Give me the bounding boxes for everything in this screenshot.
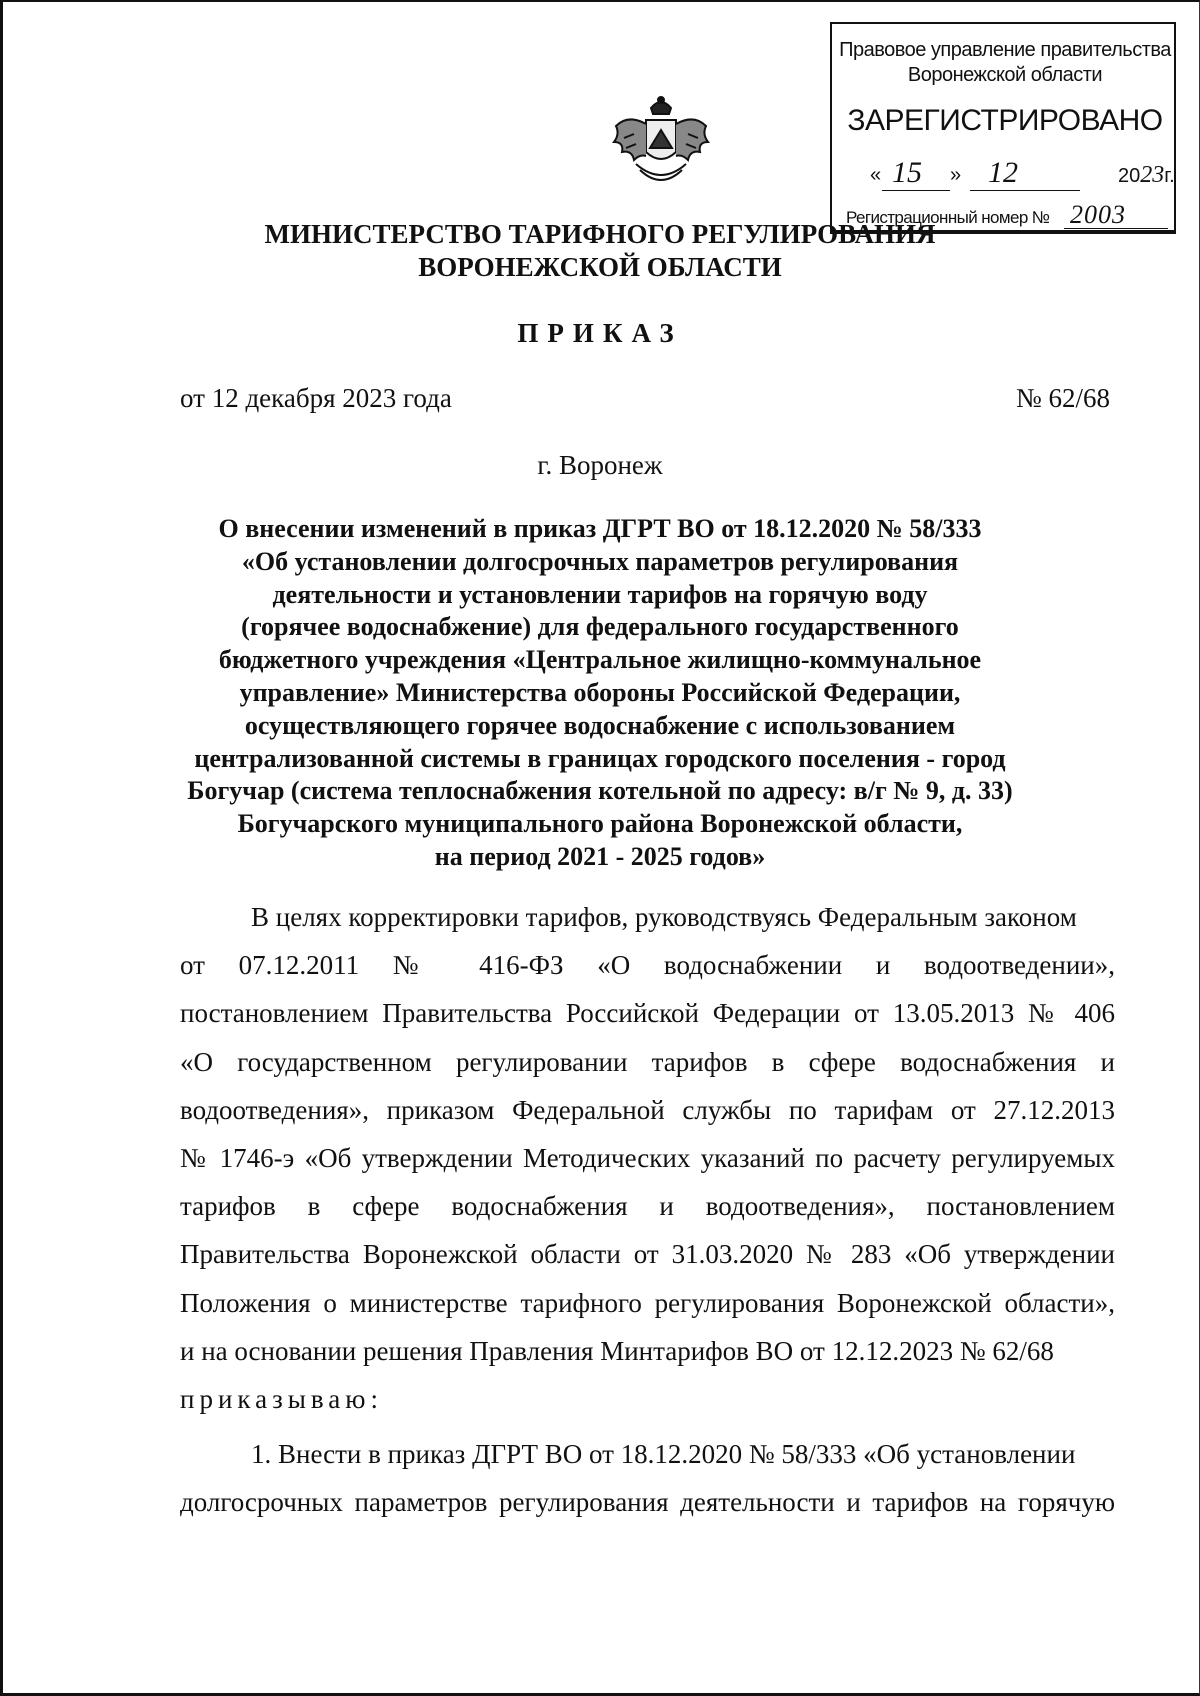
title-line: на период 2021 - 2025 годов»	[434, 841, 766, 871]
body-line: «О государственном регулировании тарифов в сфере водоснабжения и	[180, 1046, 1115, 1077]
body-line: № 1746-э «Об утверждении Методических указаний по расчету регулируемых	[180, 1142, 1115, 1173]
preamble-paragraph	[180, 893, 1115, 1423]
stamp-date-year: 2023г.	[1118, 162, 1175, 188]
document-type: ПРИКАЗ	[517, 318, 683, 348]
coat-of-arms-icon	[606, 94, 716, 192]
title-line: деятельности и установлении тарифов на горячую воду	[272, 579, 928, 609]
body-line: Правительства Воронежской области от 31.03.2020 № 283 «Об утверждении	[180, 1239, 1115, 1270]
title-line: «Об установлении долгосрочных параметров регулирования	[241, 546, 959, 576]
stamp-date-quote-close: »	[950, 164, 962, 186]
title-line: управление» Министерства обороны Российской Федерации,	[239, 677, 961, 707]
body-line: Положения о министерстве тарифного регулирования Воронежской области»,	[180, 1287, 1115, 1318]
ministry-line2: ВОРОНЕЖСКОЙ ОБЛАСТИ	[418, 252, 782, 282]
ministry-name	[0, 218, 1200, 284]
order-word: приказываю:	[180, 1383, 383, 1414]
stamp-date	[870, 156, 1175, 196]
body-line: и на основании решения Правления Минтарифов ВО от 12.12.2023 № 62/68	[180, 1335, 1054, 1366]
title-line: Богучар (система теплоснабжения котельной по адресу: в/г № 9, д. 33)	[187, 776, 1013, 806]
item-1-paragraph	[180, 1430, 1115, 1526]
stamp-date-day: 15	[892, 156, 922, 189]
registration-stamp	[830, 22, 1176, 234]
title-line: централизованной системы в границах городского поселения - город	[194, 743, 1006, 773]
title-line: (горячее водоснабжение) для федерального государственного	[241, 612, 959, 642]
body-line: водоотведения», приказом Федеральной службы по тарифам от 27.12.2013	[180, 1094, 1115, 1125]
stamp-reg-number: 2003	[1070, 200, 1126, 229]
stamp-date-underline-day	[882, 190, 950, 191]
order-city: г. Воронеж	[537, 450, 663, 480]
title-line: осуществляющего горячее водоснабжение с использованием	[244, 710, 956, 740]
body-line: постановлением Правительства Российской Федерации от 13.05.2013 № 406	[180, 998, 1115, 1029]
body-line: 1. Внести в приказ ДГРТ ВО от 18.12.2020 № 58/333 «Об установлении	[251, 1439, 1076, 1469]
order-number: № 62/68	[1015, 383, 1110, 413]
order-title	[150, 513, 1050, 874]
stamp-reg-label: Регистрационный номер №	[846, 208, 1050, 227]
title-line: бюджетного учреждения «Центральное жилищно-коммунальное	[218, 645, 982, 675]
order-date: от 12 декабря 2023 года	[180, 383, 452, 413]
stamp-org-line2: Воронежской области	[907, 64, 1103, 86]
stamp-org-line1: Правовое управление правительства	[839, 39, 1171, 61]
title-line: Богучарского муниципального района Воронежской области,	[237, 809, 963, 839]
stamp-date-underline-month	[970, 190, 1080, 191]
body-line: долгосрочных параметров регулирования деятельности и тарифов на горячую	[180, 1487, 1115, 1518]
body-line: В целях корректировки тарифов, руководствуясь Федеральным законом	[251, 902, 1077, 932]
body-line: от 07.12.2011 № 416-ФЗ «О водоснабжении и водоотведении»,	[180, 950, 1115, 981]
title-line: О внесении изменений в приказ ДГРТ ВО от 18.12.2020 № 58/333	[218, 514, 982, 543]
body-line: тарифов в сфере водоснабжения и водоотведения», постановлением	[180, 1191, 1115, 1222]
stamp-date-quote-open: «	[870, 164, 882, 186]
ministry-line1: МИНИСТЕРСТВО ТАРИФНОГО РЕГУЛИРОВАНИЯ	[264, 219, 936, 249]
stamp-registered-label: ЗАРЕГИСТРИРОВАНО	[847, 104, 1163, 137]
stamp-date-month: 12	[988, 156, 1018, 189]
